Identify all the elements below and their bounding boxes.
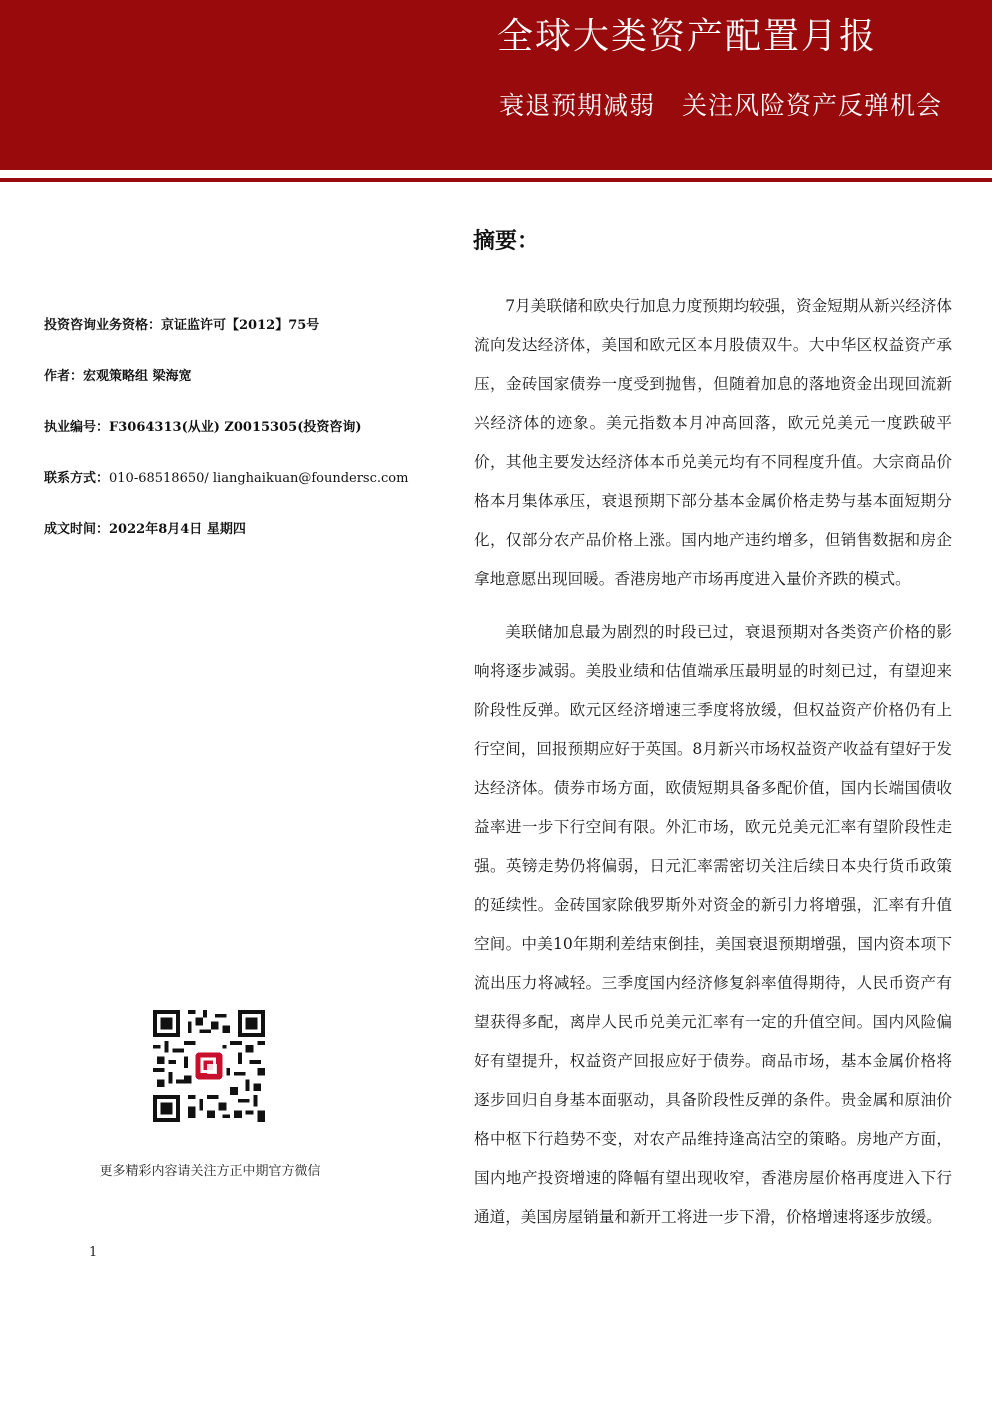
header-divider xyxy=(0,178,992,182)
cert-row xyxy=(44,417,434,439)
license-value: 京证监许可【2012】75号 xyxy=(161,318,320,333)
summary-paragraph: 7月美联储和欧央行加息力度预期均较强，资金短期从新兴经济体流向发达经济体，美国和欧元区本月股债双牛。大中华区权益资产承压，金砖国家债券一度受到抛售，但随着加息的落地资金出现回流新兴经济体的迹象。美元指数本月冲高回落，欧元兑美元一度跌破平价，其他主要发达经济体本币兑美元均有不同程度升值。大宗商品价格本月集体承压，衰退预期下部分基本金属价格走势与基本面短期分化，仅部分农产品价格上涨。国内地产违约增多，但销售数据和房企拿地意愿出现回暖。香港房地产市场再度进入量价齐跌的模式。 xyxy=(474,297,952,588)
page-number: 1 xyxy=(89,1245,98,1260)
author-value: 宏观策略组 梁海宽 xyxy=(83,369,192,384)
contact-label: 联系方式： xyxy=(44,471,110,486)
qr-caption: 更多精彩内容请关注方正中期官方微信 xyxy=(99,1164,321,1179)
summary-heading: 摘要： xyxy=(473,229,540,254)
summary-body xyxy=(474,287,952,1251)
license-label: 投资咨询业务资格： xyxy=(44,318,162,333)
date-row xyxy=(44,519,434,541)
header-banner xyxy=(0,0,992,170)
date-value: 2022年8月4日 星期四 xyxy=(109,522,246,537)
contact-row xyxy=(44,468,434,490)
license-row xyxy=(44,315,434,337)
date-label: 成文时间： xyxy=(44,522,110,537)
contact-value[interactable]: 010-68518650/ lianghaikuan@foundersc.com xyxy=(109,471,409,486)
qr-code-icon xyxy=(153,1010,265,1122)
cert-label: 执业编号： xyxy=(44,420,110,435)
report-subtitle: 衰退预期减弱 关注风险资产反弹机会 xyxy=(499,91,942,120)
cert-value: F3064313(从业) Z0015305(投资咨询) xyxy=(109,420,362,435)
report-meta xyxy=(44,315,434,570)
report-title: 全球大类资产配置月报 xyxy=(496,16,877,57)
summary-paragraph: 美联储加息最为剧烈的时段已过，衰退预期对各类资产价格的影响将逐步减弱。美股业绩和估值端承压最明显的时刻已过，有望迎来阶段性反弹。欧元区经济增速三季度将放缓，但权益资产价格仍有上行空间，回报预期应好于英国。8月新兴市场权益资产收益有望好于发达经济体。债券市场方面，欧债短期具备多配价值，国内长端国债收益率进一步下行空间有限。外汇市场，欧元兑美元汇率有望阶段性走强。英镑走势仍将偏弱，日元汇率需密切关注后续日本央行货币政策的延续性。金砖国家除俄罗斯外对资金的新引力将增强，汇率有升值空间。中美10年期利差结束倒挂，美国衰退预期增强，国内资本项下流出压力将减轻。三季度国内经济修复斜率值得期待，人民币资产有望获得多配，离岸人民币兑美元汇率有一定的升值空间。国内风险偏好有望提升，权益资产回报应好于债券。商品市场，基本金属价格将逐步回归自身基本面驱动，具备阶段性反弹的条件。贵金属和原油价格中枢下行趋势不变，对农产品维持逢高沽空的策略。房地产方面，国内地产投资增速的降幅有望出现收窄，香港房屋价格再度进入下行通道，美国房屋销量和新开工将进一步下滑，价格增速将逐步放缓。 xyxy=(474,623,952,1226)
author-row xyxy=(44,366,434,388)
author-label: 作者： xyxy=(44,369,84,384)
